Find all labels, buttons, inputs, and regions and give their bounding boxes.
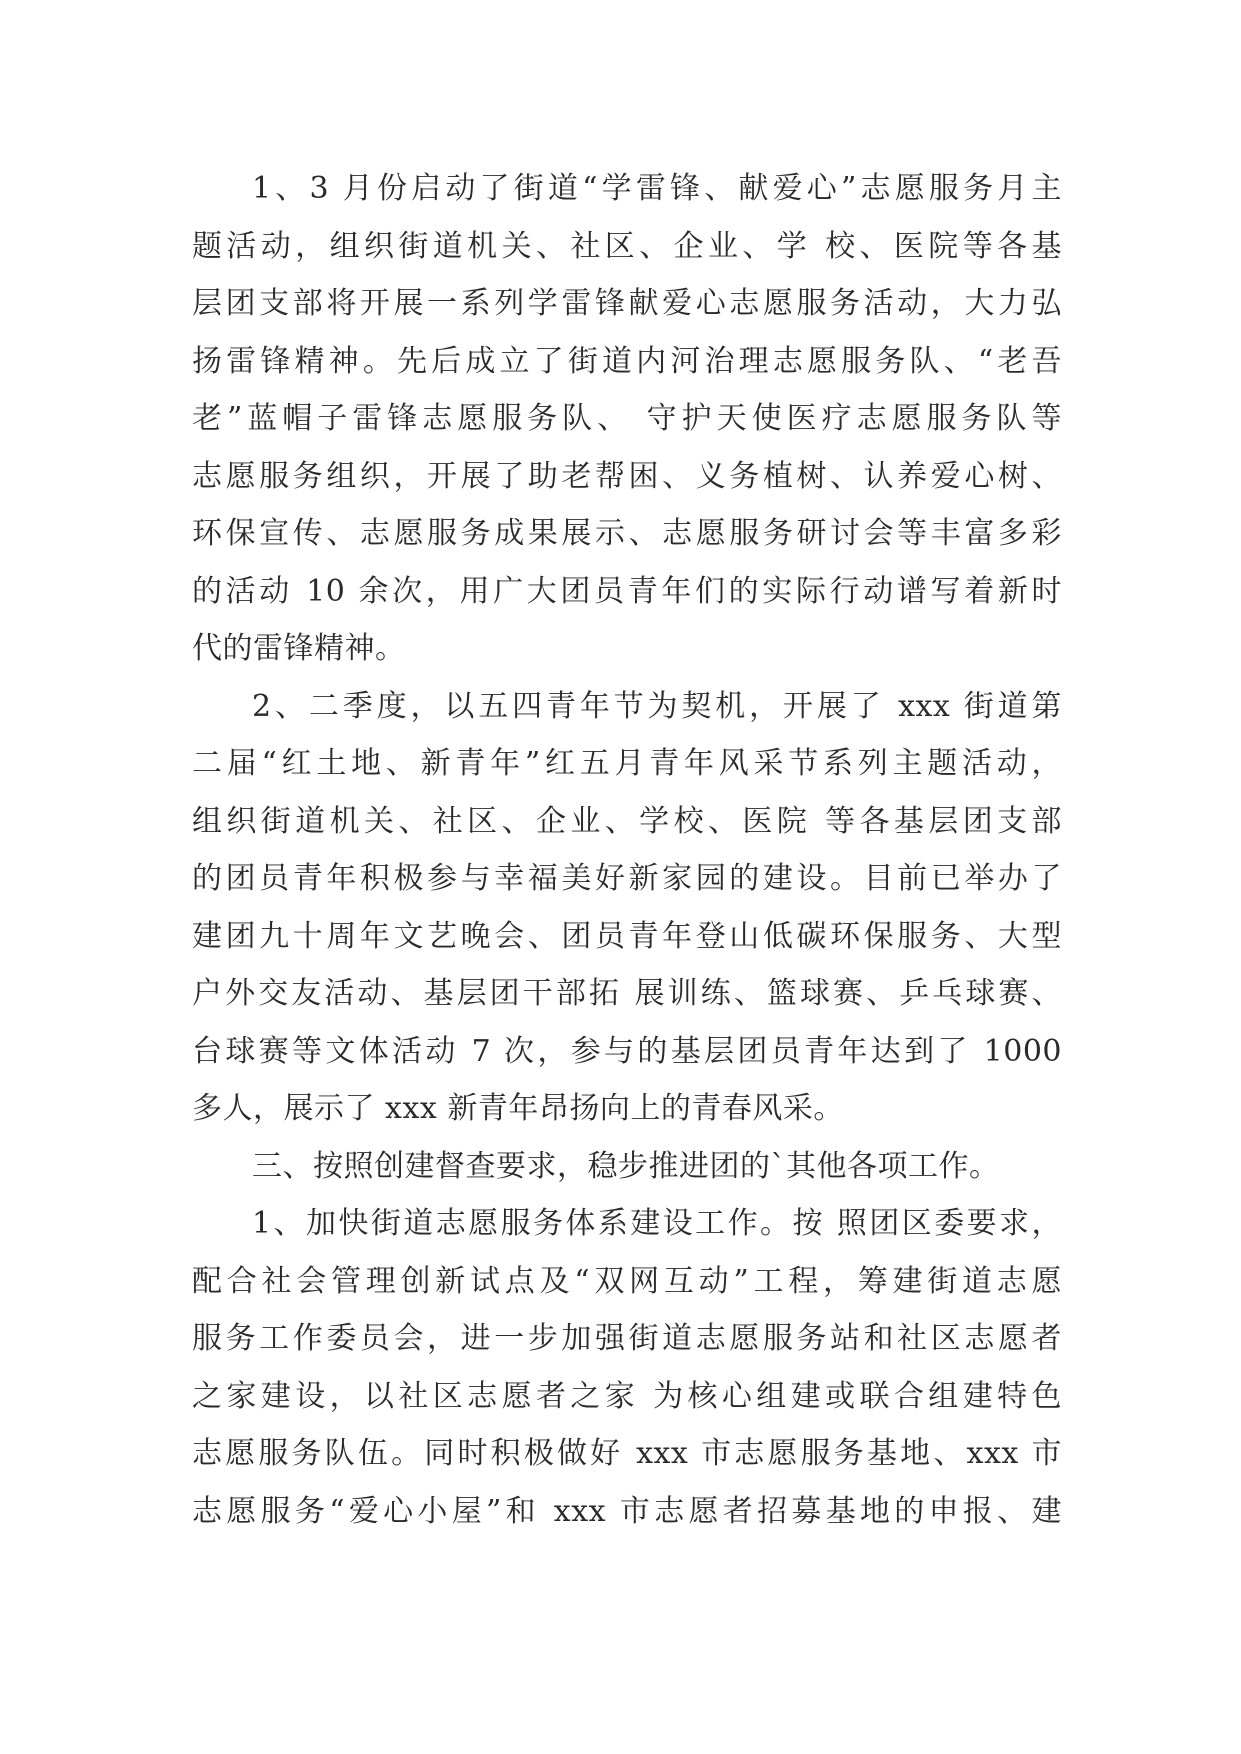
text-line: 的活动 10 余次，用广大团员青年们的实际行动谱写着新时 xyxy=(192,573,1062,609)
text-line: 环保宣传、志愿服务成果展示、志愿服务研讨会等丰富多彩 xyxy=(192,516,1062,551)
text-line: 老”蓝帽子雷锋志愿服务队、 守护天使医疗志愿服务队等 xyxy=(192,401,1062,436)
text-line: 1、加快街道志愿服务体系建设工作。按 照团区委要求， xyxy=(252,1206,1062,1241)
text-line: 户外交友活动、基层团干部拓 展训练、篮球赛、乒乓球赛、 xyxy=(192,976,1062,1011)
document-body xyxy=(192,160,1062,1540)
text-line: 建团九十周年文艺晚会、团员青年登山低碳环保服务、大型 xyxy=(192,918,1062,954)
text-line: 配合社会管理创新试点及“双网互动”工程，筹建街道志愿 xyxy=(192,1263,1062,1299)
text-line: 的团员青年积极参与幸福美好新家园的建设。目前已举办了 xyxy=(192,861,1062,896)
text-line: 1、3 月份启动了街道“学雷锋、献爱心”志愿服务月主 xyxy=(252,171,1062,206)
text-line: 2、二季度，以五四青年节为契机，开展了 xxx 街道第 xyxy=(252,688,1062,724)
section-heading xyxy=(192,1138,1062,1196)
paragraph-2 xyxy=(192,678,1062,1138)
text-line: 台球赛等文体活动 7 次，参与的基层团员青年达到了 1000 xyxy=(192,1033,1062,1069)
text-line: 志愿服务队伍。同时积极做好 xxx 市志愿服务基地、xxx 市 xyxy=(192,1436,1062,1471)
text-line: 之家建设，以社区志愿者之家 为核心组建或联合组建特色 xyxy=(192,1378,1062,1414)
text-line: 多人，展示了 xxx 新青年昂扬向上的青春风采。 xyxy=(192,1091,844,1126)
paragraph-1 xyxy=(192,160,1062,678)
text-line: 层团支部将开展一系列学雷锋献爱心志愿服务活动，大力弘 xyxy=(192,286,1062,321)
text-line: 题活动，组织街道机关、社区、企业、学 校、医院等各基 xyxy=(192,228,1062,264)
text-line: 代的雷锋精神。 xyxy=(192,631,406,666)
paragraph-3 xyxy=(192,1195,1062,1540)
text-line: 服务工作委员会，进一步加强街道志愿服务站和社区志愿者 xyxy=(192,1321,1062,1356)
text-line: 组织街道机关、社区、企业、学校、医院 等各基层团支部 xyxy=(192,803,1062,839)
text-line: 志愿服务组织，开展了助老帮困、义务植树、认养爱心树、 xyxy=(192,458,1062,494)
text-line: 二届“红土地、新青年”红五月青年风采节系列主题活动， xyxy=(192,746,1062,781)
text-line: 志愿服务“爱心小屋”和 xxx 市志愿者招募基地的申报、建 xyxy=(192,1493,1062,1529)
text-line: 扬雷锋精神。先后成立了街道内河治理志愿服务队、“老吾 xyxy=(192,343,1062,379)
heading-line: 三、按照创建督查要求，稳步推进团的`其他各项工作。 xyxy=(252,1148,1000,1184)
